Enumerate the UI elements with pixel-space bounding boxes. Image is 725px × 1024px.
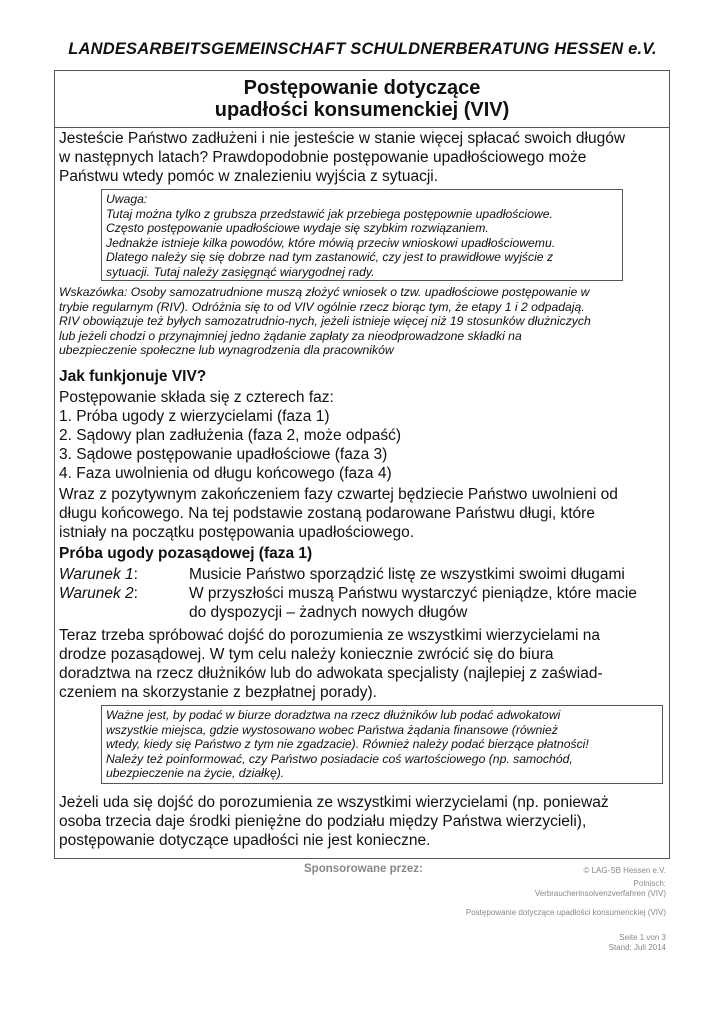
intro-line: Państwu wtedy pomóc w znalezieniu wyjścia z sytuacji. <box>59 168 439 185</box>
phase-item: 3. Sądowe postępowanie upadłościowe (faza 3) <box>59 446 388 463</box>
hint-line: trybie regularnym (RIV). Odróżnia się to od VIV ogólnie rzecz biorąc tym, że etapy 1 i 2 odpadają. <box>59 299 585 314</box>
hint-line: ubezpieczenie społeczne lub wynagrodzenia dla pracowników <box>59 343 394 358</box>
footer-doc-title-pl: Postępowanie dotyczące upadłości konsumenckiej (VIV) <box>465 908 666 917</box>
footer-language: Polnisch: <box>633 879 666 888</box>
section-heading-how: Jak funkjonuje VIV? <box>59 368 207 385</box>
warning-line: sytuacji. Tutaj należy zasięgnąć wiarygodnej rady. <box>106 264 375 279</box>
phase1-section <box>59 544 665 563</box>
phase1-paragraph <box>59 626 665 702</box>
intro-line: Jesteście Państwo zadłużeni i nie jesteście w stanie więcej spłacać swoich długów <box>59 130 626 147</box>
warning-line: Uwaga: <box>106 192 148 206</box>
paragraph-line: doradztwa na rzecz dłużników lub do adwokata specjalisty (najlepiej z zaświad- <box>59 665 603 682</box>
important-line: Należy też poinformować, czy Państwo posiadacie coś wartościowego (np. samochód, <box>106 751 573 766</box>
footer-doc-title-de: Verbraucherinsolvenzverfahren (VIV) <box>534 889 666 898</box>
important-line: wszystkie miejsca, gdzie wystosowano wobec Państwa żądania finansowe (również <box>106 722 558 737</box>
paragraph-line: Teraz trzeba spróbować dojść do porozumienia ze wszystkimi wierzycielami na <box>59 627 600 644</box>
hint-line: Wskazówka: Osoby samozatrudnione muszą złożyć wniosek o tzw. upadłościowe postępowanie w <box>59 285 590 299</box>
paragraph-line: drodze pozasądowej. W tym celu należy koniecznie zwrócić się do biura <box>59 646 554 663</box>
paragraph-line: osoba trzecia daje środki pieniężne do podziału między Państwa wierzycieli), <box>59 813 587 830</box>
title-box <box>55 71 669 128</box>
how-intro: Postępowanie składa się z czterech faz: <box>59 389 334 406</box>
condition-row-1 <box>59 565 665 584</box>
intro-line: w następnych latach? Prawdopodobnie postępowanie upadłościowego może <box>59 149 587 166</box>
condition-value: do dyspozycji – żadnych nowych długów <box>189 604 468 621</box>
hint-line: RIV obowiązuje też byłych samozatrudnio-nych, jeżeli istnieje więcej niż 19 stosunków dłużniczych <box>59 314 591 329</box>
hint-line: lub jeżeli chodzi o przynajmniej jedno żądanie zapłaty za nieodprowadzone składki na <box>59 328 522 343</box>
important-line: Ważne jest, by podać w biurze doradztwa na rzecz dłużników lub podać adwokatowi <box>106 708 561 722</box>
page-title-line-2: upadłości konsumenckiej (VIV) <box>214 99 510 121</box>
footer-copyright: © LAG-SB Hessen e.V. <box>583 866 666 875</box>
intro-paragraph <box>59 129 665 186</box>
hint-paragraph <box>59 285 665 358</box>
how-outro-line: istniały na początku postępowania upadłościowego. <box>59 524 415 541</box>
final-paragraph <box>59 793 665 850</box>
phase-item: 1. Próba ugody z wierzycielami (faza 1) <box>59 408 330 425</box>
condition-row-2 <box>59 584 665 622</box>
page-title-line-1: Postępowanie dotyczące <box>243 77 481 99</box>
sponsor-label: Sponsorowane przez: <box>304 863 423 875</box>
footer-page-number: Seite 1 von 3 <box>619 933 666 942</box>
important-box <box>101 705 663 784</box>
paragraph-line: postępowanie dotyczące upadłości nie jest konieczne. <box>59 832 431 849</box>
paragraph-line: Jeżeli uda się dojść do porozumienia ze wszystkimi wierzycielami (np. ponieważ <box>59 794 609 811</box>
document-frame <box>54 70 670 859</box>
condition-key: Warunek 2: <box>59 585 138 602</box>
organization-header: LANDESARBEITSGEMEINSCHAFT SCHULDNERBERATUNG HESSEN e.V. <box>68 40 657 58</box>
how-outro-line: Wraz z pozytywnym zakończeniem fazy czwartej będziecie Państwo uwolnieni od <box>59 486 618 503</box>
paragraph-line: czeniem na skorzystanie z bezpłatnej porady). <box>59 684 377 701</box>
how-outro-line: długu końcowego. Na tej podstawie zostaną podarowane Państwu długi, które <box>59 505 595 522</box>
warning-line: Tutaj można tylko z grubsza przedstawić jak przebiega postępownie upadłościowe. <box>106 206 553 221</box>
warning-box <box>101 189 623 281</box>
condition-value: Musicie Państwo sporządzić listę ze wszystkimi swoimi długami <box>189 566 625 583</box>
warning-line: Dlatego należy się się dobrze nad tym zastanowić, czy jest to prawidłowe wyjście z <box>106 250 554 265</box>
warning-line: Często postępowanie upadłościowe wydaje się szybkim rozwiązaniem. <box>106 221 489 236</box>
important-line: wtedy, kiedy się Państwo z tym nie zgadzacie). Również należy podać bierzące płatności! <box>106 737 589 752</box>
section-heading-phase1: Próba ugody pozasądowej (faza 1) <box>59 545 313 562</box>
condition-value: W przyszłości muszą Państwu wystarczyć pieniądze, które macie <box>189 585 637 602</box>
how-section <box>59 367 665 542</box>
phase-item: 4. Faza uwolnienia od długu końcowego (faza 4) <box>59 465 392 482</box>
warning-line: Jednakże istnieje kilka powodów, które mówią przeciw wnioskowi upadłościowemu. <box>106 235 556 250</box>
footer-date: Stand: Juli 2014 <box>608 943 666 952</box>
condition-key: Warunek 1: <box>59 566 138 583</box>
phase-item: 2. Sądowy plan zadłużenia (faza 2, może odpaść) <box>59 427 402 444</box>
important-line: ubezpieczenie na życie, działkę). <box>106 766 285 781</box>
